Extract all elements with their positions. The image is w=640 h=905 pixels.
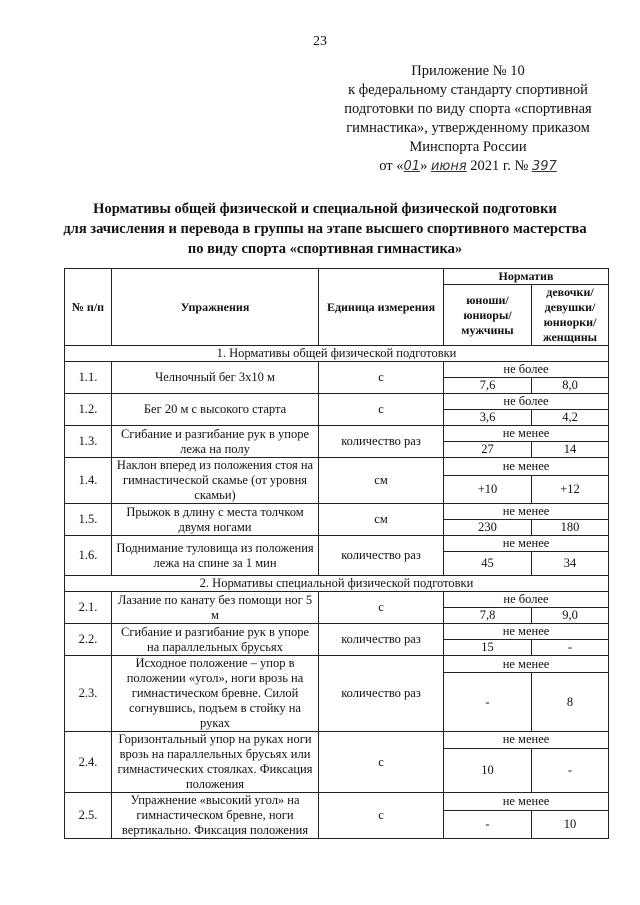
row-condition: не более [444, 592, 609, 608]
row-num: 1.5. [65, 504, 112, 536]
row-num: 1.2. [65, 394, 112, 426]
row-num: 2.5. [65, 793, 112, 839]
row-exercise: Упражнение «высокий угол» на гимнастическом бревне, ноги вертикально. Фиксация положения [112, 793, 319, 839]
appendix-line: к федеральному стандарту спортивной [348, 82, 588, 98]
table-row [65, 362, 609, 378]
row-condition: не более [444, 394, 609, 410]
row-condition: не менее [444, 458, 609, 476]
section-row [65, 346, 609, 362]
header-unit: Единица измерения [319, 269, 444, 346]
row-num: 2.1. [65, 592, 112, 624]
row-male-value: 15 [444, 640, 532, 656]
row-num: 2.3. [65, 656, 112, 732]
row-exercise: Наклон вперед из положения стоя на гимнастической скамье (от уровня скамьи) [112, 458, 319, 504]
page-number: 23 [313, 34, 327, 49]
row-condition: не менее [444, 536, 609, 552]
document-title: Нормативы общей физической и специальной физической подготовки для зачисления и перевода в группы на этапе высшего спортивного мастерства по виду спорта «спортивная гимнастика» [63, 201, 587, 257]
row-female-value: 8,0 [532, 378, 609, 394]
section-row [65, 576, 609, 592]
norms-table [64, 268, 609, 839]
row-unit: с [319, 732, 444, 793]
row-exercise: Горизонтальный упор на руках ноги врозь на параллельных брусьях или гимнастических стоялках. Фиксация положения [112, 732, 319, 793]
row-condition: не менее [444, 656, 609, 673]
row-exercise: Прыжок в длину с места толчком двумя ногами [112, 504, 319, 536]
row-male-value: 3,6 [444, 410, 532, 426]
row-unit: с [319, 394, 444, 426]
header-num: № п/п [65, 269, 112, 346]
row-female-value: 10 [532, 810, 609, 838]
row-exercise: Челночный бег 3х10 м [112, 362, 319, 394]
row-female-value: 8 [532, 673, 609, 732]
table-row [65, 624, 609, 640]
appendix-title: Приложение № 10 [411, 63, 525, 79]
table-row [65, 458, 609, 476]
row-unit: см [319, 504, 444, 536]
header-male: юноши/ юниоры/ мужчины [444, 285, 532, 346]
table-row [65, 426, 609, 442]
row-exercise: Исходное положение – упор в положении «угол», ноги врозь на гимнастическом бревне. Силой согнувшись, подъем в стойку на руках [112, 656, 319, 732]
section-title: 1. Нормативы общей физической подготовки [65, 346, 609, 362]
row-male-value: 7,6 [444, 378, 532, 394]
row-unit: количество раз [319, 536, 444, 576]
appendix-header [318, 62, 618, 176]
table-row [65, 394, 609, 410]
table-row [65, 656, 609, 673]
row-num: 1.1. [65, 362, 112, 394]
row-condition: не менее [444, 426, 609, 442]
row-female-value: 4,2 [532, 410, 609, 426]
row-condition: не менее [444, 793, 609, 811]
row-female-value: +12 [532, 476, 609, 504]
header-norm: Норматив [444, 269, 609, 285]
row-male-value: 27 [444, 442, 532, 458]
row-female-value: - [532, 640, 609, 656]
table-row [65, 536, 609, 552]
row-male-value: 230 [444, 520, 532, 536]
row-num: 1.4. [65, 458, 112, 504]
row-condition: не менее [444, 624, 609, 640]
row-male-value: 10 [444, 748, 532, 792]
row-male-value: +10 [444, 476, 532, 504]
handwritten-order-number: 397 [531, 159, 557, 174]
row-female-value: 9,0 [532, 608, 609, 624]
appendix-line: гимнастика», утвержденному приказом [346, 120, 590, 136]
row-unit: количество раз [319, 426, 444, 458]
handwritten-month: июня [430, 159, 467, 174]
section-title: 2. Нормативы специальной физической подготовки [65, 576, 609, 592]
row-female-value: 34 [532, 552, 609, 576]
row-unit: с [319, 793, 444, 839]
row-female-value: 14 [532, 442, 609, 458]
row-unit: количество раз [319, 656, 444, 732]
row-num: 2.4. [65, 732, 112, 793]
table-row [65, 793, 609, 811]
table-row [65, 504, 609, 520]
row-exercise: Поднимание туловища из положения лежа на спине за 1 мин [112, 536, 319, 576]
row-male-value: - [444, 673, 532, 732]
row-condition: не менее [444, 504, 609, 520]
row-unit: количество раз [319, 624, 444, 656]
row-exercise: Бег 20 м с высокого старта [112, 394, 319, 426]
appendix-line: Минспорта России [409, 139, 527, 155]
row-unit: см [319, 458, 444, 504]
row-female-value: 180 [532, 520, 609, 536]
table-row [65, 592, 609, 608]
appendix-line: подготовки по виду спорта «спортивная [344, 101, 592, 117]
row-condition: не более [444, 362, 609, 378]
row-condition: не менее [444, 732, 609, 749]
handwritten-day: 01 [403, 159, 421, 174]
row-unit: с [319, 362, 444, 394]
row-unit: с [319, 592, 444, 624]
row-male-value: - [444, 810, 532, 838]
row-num: 1.3. [65, 426, 112, 458]
header-female: девочки/ девушки/ юниорки/ женщины [532, 285, 609, 346]
order-date-line: от «01» июня 2021 г. № 397 [379, 158, 557, 174]
row-num: 2.2. [65, 624, 112, 656]
header-exercise: Упражнения [112, 269, 319, 346]
row-exercise: Сгибание и разгибание рук в упоре на параллельных брусьях [112, 624, 319, 656]
row-num: 1.6. [65, 536, 112, 576]
row-male-value: 45 [444, 552, 532, 576]
row-male-value: 7,8 [444, 608, 532, 624]
table-row [65, 732, 609, 749]
row-female-value: - [532, 748, 609, 792]
row-exercise: Сгибание и разгибание рук в упоре лежа на полу [112, 426, 319, 458]
row-exercise: Лазание по канату без помощи ног 5 м [112, 592, 319, 624]
